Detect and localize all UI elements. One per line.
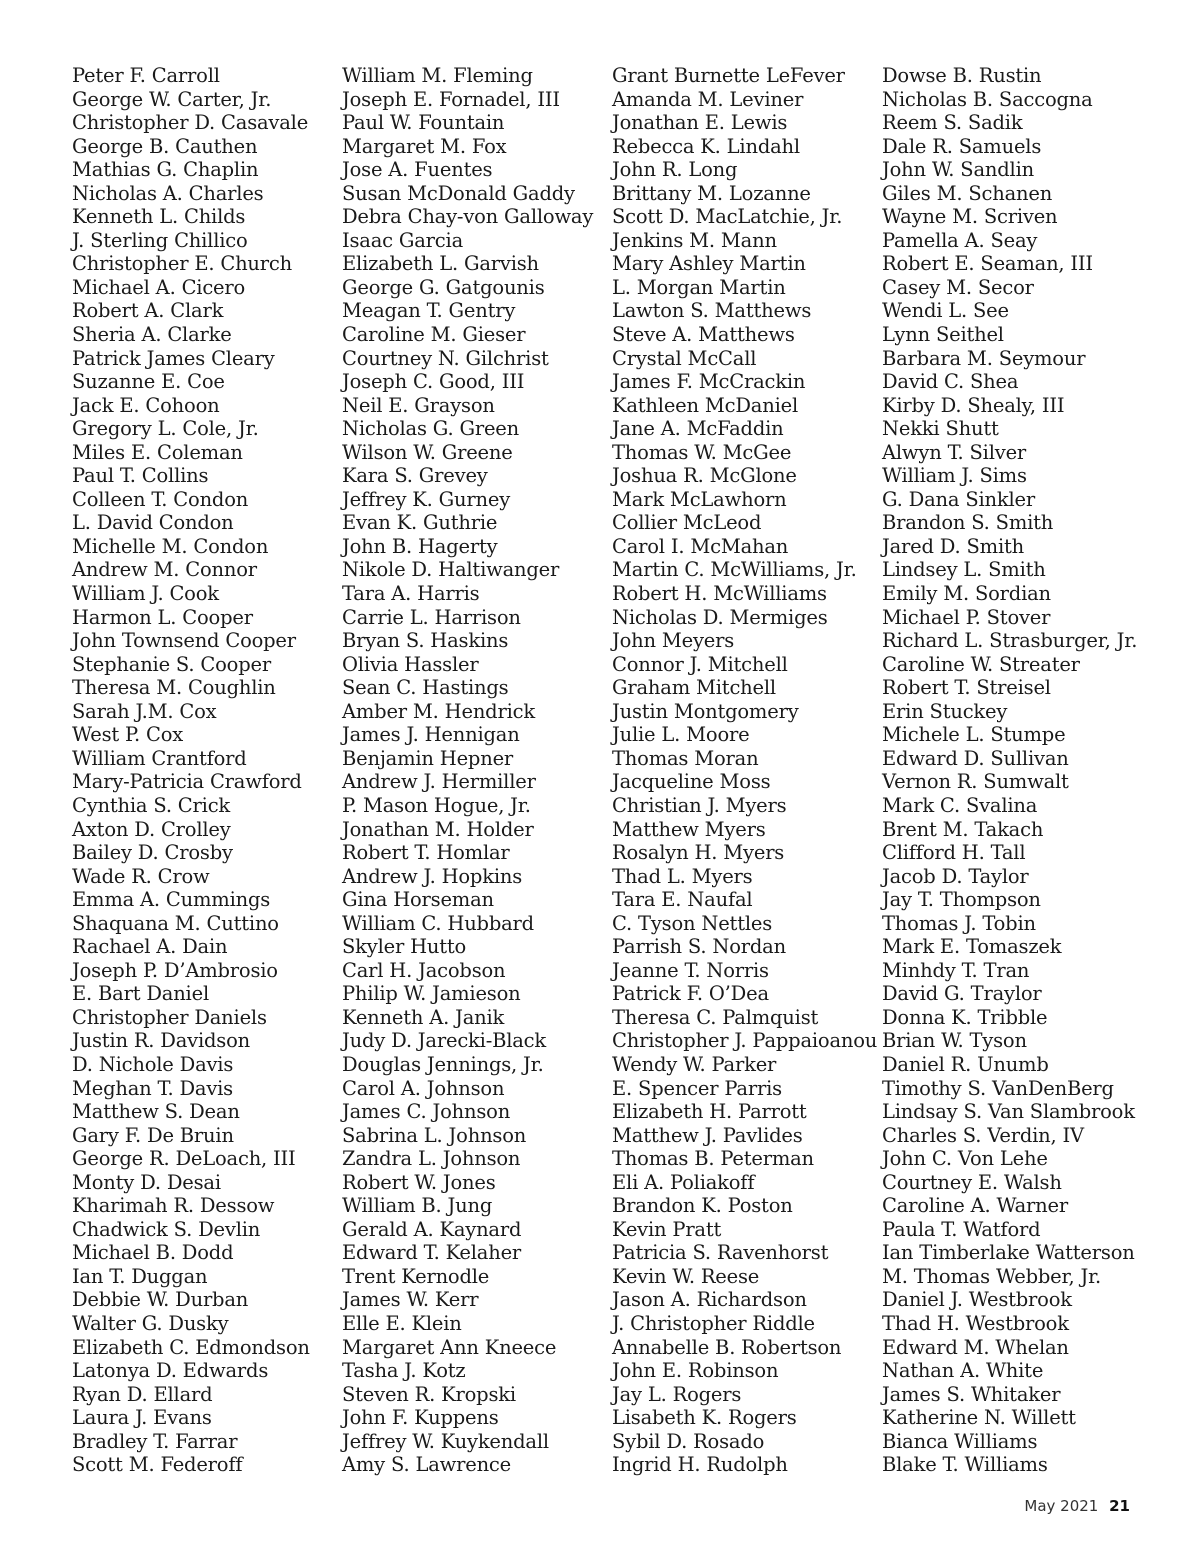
name-entry: Vernon R. Sumwalt [882, 770, 1069, 794]
name-entry: Collier McLeod [612, 511, 762, 535]
name-entry: Nicholas D. Mermiges [612, 605, 828, 629]
name-entry: Graham Mitchell [612, 676, 776, 700]
name-entry: Thomas B. Peterman [612, 1147, 814, 1171]
name-entry: Mathias G. Chaplin [72, 158, 259, 182]
name-entry: James F. McCrackin [612, 370, 806, 394]
name-entry: J. Christopher Riddle [612, 1311, 815, 1335]
name-entry: George W. Carter, Jr. [72, 87, 272, 111]
name-entry: Evan K. Guthrie [342, 511, 498, 535]
name-entry: Suzanne E. Coe [72, 370, 225, 394]
name-entry: Miles E. Coleman [72, 440, 243, 464]
name-entry: Grant Burnette LeFever [612, 64, 845, 87]
name-entry: James W. Kerr [342, 1288, 479, 1312]
name-entry: Jane A. McFaddin [612, 417, 784, 441]
name-entry: Jay T. Thompson [882, 888, 1041, 912]
name-entry: Carrie L. Harrison [342, 605, 521, 629]
name-entry: John Townsend Cooper [72, 629, 296, 653]
name-entry: Julie L. Moore [612, 723, 750, 747]
name-entry: Latonya D. Edwards [72, 1359, 269, 1383]
name-column-2 [342, 64, 593, 1477]
name-entry: Clifford H. Tall [882, 841, 1026, 865]
name-entry: Debra Chay-von Galloway [342, 205, 594, 229]
name-entry: Brandon S. Smith [882, 511, 1054, 535]
name-entry: Lawton S. Matthews [612, 299, 812, 323]
name-entry: Mark C. Svalina [882, 793, 1038, 817]
name-entry: Jeffrey K. Gurney [342, 487, 511, 511]
name-entry: Kevin Pratt [612, 1217, 722, 1241]
name-entry: Scott D. MacLatchie, Jr. [612, 205, 843, 229]
name-entry: David G. Traylor [882, 982, 1042, 1006]
name-entry: Timothy S. VanDenBerg [882, 1076, 1114, 1100]
name-entry: Gerald A. Kaynard [342, 1217, 522, 1241]
name-entry: Gary F. De Bruin [72, 1123, 234, 1147]
name-entry: Emily M. Sordian [882, 582, 1051, 606]
name-entry: James S. Whitaker [882, 1382, 1061, 1406]
name-entry: Sybil D. Rosado [612, 1429, 765, 1453]
name-entry: Michael P. Stover [882, 605, 1051, 629]
name-entry: Erin Stuckey [882, 699, 1008, 723]
name-entry: Kathleen McDaniel [612, 393, 798, 417]
name-entry: William J. Cook [72, 582, 219, 606]
name-entry: Parrish S. Nordan [612, 935, 786, 959]
name-entry: D. Nichole Davis [72, 1052, 234, 1076]
name-entry: Nicholas B. Saccogna [882, 87, 1093, 111]
name-entry: Katherine N. Willett [882, 1406, 1076, 1430]
name-entry: Charles S. Verdin, IV [882, 1123, 1084, 1147]
name-entry: Patricia S. Ravenhorst [612, 1241, 829, 1265]
name-entry: Kharimah R. Dessow [72, 1194, 275, 1218]
name-entry: Rachael A. Dain [72, 935, 228, 959]
name-column-3 [612, 64, 877, 1477]
name-entry: Sean C. Hastings [342, 676, 509, 700]
name-entry: Brandon K. Poston [612, 1194, 793, 1218]
name-entry: Andrew M. Connor [72, 558, 257, 582]
name-entry: Daniel J. Westbrook [882, 1288, 1072, 1312]
name-entry: P. Mason Hogue, Jr. [342, 793, 531, 817]
name-entry: John Meyers [612, 629, 735, 653]
name-entry: Margaret Ann Kneece [342, 1335, 557, 1359]
name-entry: Paul T. Collins [72, 464, 209, 488]
name-entry: Kirby D. Shealy, III [882, 393, 1065, 417]
name-entry: Lindsay S. Van Slambrook [882, 1100, 1135, 1124]
name-entry: Sabrina L. Johnson [342, 1123, 527, 1147]
name-entry: John F. Kuppens [342, 1406, 499, 1430]
name-entry: Edward T. Kelaher [342, 1241, 522, 1265]
name-entry: Courtney E. Walsh [882, 1170, 1062, 1194]
name-entry: Kenneth A. Janik [342, 1005, 505, 1029]
name-entry: Elizabeth L. Garvish [342, 252, 539, 276]
name-entry: Wendi L. See [882, 299, 1009, 323]
name-entry: Thad L. Myers [612, 864, 753, 888]
name-entry: Caroline A. Warner [882, 1194, 1068, 1218]
name-entry: Alwyn T. Silver [882, 440, 1027, 464]
name-entry: Martin C. McWilliams, Jr. [612, 558, 857, 582]
name-entry: Mark E. Tomaszek [882, 935, 1062, 959]
name-entry: Jacob D. Taylor [882, 864, 1029, 888]
name-entry: Donna K. Tribble [882, 1005, 1048, 1029]
name-entry: Pamella A. Seay [882, 228, 1038, 252]
name-entry: Caroline W. Streater [882, 652, 1080, 676]
name-entry: Rebecca K. Lindahl [612, 134, 800, 158]
name-entry: Nicholas A. Charles [72, 181, 264, 205]
name-entry: William B. Jung [342, 1194, 493, 1218]
name-entry: Amy S. Lawrence [342, 1453, 511, 1477]
name-entry: Shaquana M. Cuttino [72, 911, 279, 935]
name-entry: Meagan T. Gentry [342, 299, 516, 323]
name-entry: George R. DeLoach, III [72, 1147, 296, 1171]
name-entry: Michele L. Stumpe [882, 723, 1066, 747]
name-entry: David C. Shea [882, 370, 1019, 394]
name-entry: Dale R. Samuels [882, 134, 1042, 158]
name-entry: Walter G. Dusky [72, 1311, 229, 1335]
name-entry: L. David Condon [72, 511, 234, 535]
name-entry: Thad H. Westbrook [882, 1311, 1069, 1335]
name-entry: Amanda M. Leviner [612, 87, 804, 111]
name-entry: Matthew Myers [612, 817, 766, 841]
name-entry: J. Sterling Chillico [72, 228, 248, 252]
name-entry: Scott M. Federoff [72, 1453, 243, 1477]
name-entry: Susan McDonald Gaddy [342, 181, 575, 205]
name-entry: Carol I. McMahan [612, 534, 789, 558]
name-entry: Monty D. Desai [72, 1170, 221, 1194]
page-number: 21 [1109, 1497, 1130, 1515]
name-entry: Thomas J. Tobin [882, 911, 1036, 935]
name-entry: Debbie W. Durban [72, 1288, 249, 1312]
name-entry: Nikole D. Haltiwanger [342, 558, 560, 582]
name-entry: Christopher J. Pappaioanou [612, 1029, 878, 1053]
name-entry: Christopher E. Church [72, 252, 292, 276]
name-entry: Carol A. Johnson [342, 1076, 505, 1100]
name-entry: Dowse B. Rustin [882, 64, 1042, 87]
name-entry: Eli A. Poliakoff [612, 1170, 755, 1194]
name-entry: Lisabeth K. Rogers [612, 1406, 797, 1430]
name-entry: Barbara M. Seymour [882, 346, 1086, 370]
name-entry: C. Tyson Nettles [612, 911, 773, 935]
name-entry: Theresa C. Palmquist [612, 1005, 819, 1029]
name-entry: Sarah J.M. Cox [72, 699, 217, 723]
name-entry: Robert H. McWilliams [612, 582, 827, 606]
name-entry: Mary Ashley Martin [612, 252, 806, 276]
name-entry: Jeffrey W. Kuykendall [342, 1429, 549, 1453]
name-entry: Trent Kernodle [342, 1264, 490, 1288]
name-entry: West P. Cox [72, 723, 184, 747]
name-entry: E. Bart Daniel [72, 982, 209, 1006]
name-entry: Theresa M. Coughlin [72, 676, 276, 700]
name-entry: Ingrid H. Rudolph [612, 1453, 788, 1477]
name-entry: Robert E. Seaman, III [882, 252, 1093, 276]
name-entry: Robert T. Streisel [882, 676, 1051, 700]
name-entry: Andrew J. Hermiller [342, 770, 536, 794]
name-entry: Wilson W. Greene [342, 440, 513, 464]
name-entry: Paula T. Watford [882, 1217, 1041, 1241]
name-entry: Michael A. Cicero [72, 275, 246, 299]
name-entry: Joshua R. McGlone [612, 464, 797, 488]
name-entry: Tara A. Harris [342, 582, 480, 606]
name-entry: Bianca Williams [882, 1429, 1038, 1453]
name-entry: Axton D. Crolley [72, 817, 231, 841]
name-entry: Tara E. Naufal [612, 888, 753, 912]
name-entry: Justin Montgomery [612, 699, 799, 723]
name-entry: William C. Hubbard [342, 911, 534, 935]
name-entry: Mary-Patricia Crawford [72, 770, 302, 794]
name-entry: Benjamin Hepner [342, 746, 514, 770]
name-entry: Chadwick S. Devlin [72, 1217, 261, 1241]
name-entry: Daniel R. Unumb [882, 1052, 1049, 1076]
name-entry: Jay L. Rogers [612, 1382, 742, 1406]
name-entry: Nicholas G. Green [342, 417, 520, 441]
name-entry: Robert A. Clark [72, 299, 224, 323]
name-entry: Thomas Moran [612, 746, 759, 770]
name-entry: Jonathan M. Holder [342, 817, 534, 841]
name-entry: Wayne M. Scriven [882, 205, 1058, 229]
name-entry: Stephanie S. Cooper [72, 652, 271, 676]
name-entry: Joseph E. Fornadel, III [342, 87, 560, 111]
name-entry: Joseph C. Good, III [342, 370, 525, 394]
name-entry: Robert W. Jones [342, 1170, 496, 1194]
name-entry: Richard L. Strasburger, Jr. [882, 629, 1138, 653]
name-entry: Amber M. Hendrick [342, 699, 535, 723]
name-entry: Matthew S. Dean [72, 1100, 240, 1124]
name-entry: John C. Von Lehe [882, 1147, 1048, 1171]
name-entry: Kevin W. Reese [612, 1264, 760, 1288]
name-entry: Ryan D. Ellard [72, 1382, 213, 1406]
name-entry: L. Morgan Martin [612, 275, 786, 299]
name-entry: E. Spencer Parris [612, 1076, 782, 1100]
name-entry: Casey M. Secor [882, 275, 1034, 299]
name-entry: Cynthia S. Crick [72, 793, 231, 817]
name-entry: John R. Long [612, 158, 738, 182]
name-column-1 [72, 64, 310, 1477]
name-entry: Edward M. Whelan [882, 1335, 1069, 1359]
name-entry: Minhdy T. Tran [882, 958, 1030, 982]
name-entry: William M. Fleming [342, 64, 533, 87]
name-entry: Steve A. Matthews [612, 323, 795, 347]
name-entry: Neil E. Grayson [342, 393, 495, 417]
name-entry: Edward D. Sullivan [882, 746, 1069, 770]
page-footer [1024, 1497, 1130, 1515]
name-entry: Jonathan E. Lewis [612, 111, 788, 135]
name-entry: Judy D. Jarecki-Black [342, 1029, 547, 1053]
name-entry: Giles M. Schanen [882, 181, 1053, 205]
name-entry: Elizabeth C. Edmondson [72, 1335, 310, 1359]
name-entry: Michelle M. Condon [72, 534, 269, 558]
name-entry: Jacqueline Moss [612, 770, 771, 794]
name-entry: Robert T. Homlar [342, 841, 510, 865]
name-entry: Bailey D. Crosby [72, 841, 233, 865]
name-entry: Zandra L. Johnson [342, 1147, 521, 1171]
name-entry: Lynn Seithel [882, 323, 1004, 347]
name-entry: Nathan A. White [882, 1359, 1044, 1383]
name-entry: Steven R. Kropski [342, 1382, 516, 1406]
name-entry: Colleen T. Condon [72, 487, 249, 511]
name-entry: Olivia Hassler [342, 652, 479, 676]
name-entry: Wade R. Crow [72, 864, 210, 888]
name-entry: Christopher Daniels [72, 1005, 267, 1029]
name-entry: Jeanne T. Norris [612, 958, 769, 982]
name-entry: Elizabeth H. Parrott [612, 1100, 807, 1124]
name-entry: Rosalyn H. Myers [612, 841, 785, 865]
name-entry: Andrew J. Hopkins [342, 864, 523, 888]
name-entry: Mark McLawhorn [612, 487, 787, 511]
name-entry: Reem S. Sadik [882, 111, 1023, 135]
name-entry: Elle E. Klein [342, 1311, 462, 1335]
name-entry: Nekki Shutt [882, 417, 999, 441]
name-entry: John W. Sandlin [882, 158, 1034, 182]
name-entry: Jared D. Smith [882, 534, 1025, 558]
name-entry: John E. Robinson [612, 1359, 779, 1383]
name-entry: Joseph P. D’Ambrosio [72, 958, 278, 982]
name-entry: Bradley T. Farrar [72, 1429, 238, 1453]
name-entry: Wendy W. Parker [612, 1052, 777, 1076]
name-entry: Connor J. Mitchell [612, 652, 788, 676]
name-entry: Christopher D. Casavale [72, 111, 309, 135]
name-entry: Jack E. Cohoon [72, 393, 220, 417]
issue-date: May 2021 [1024, 1497, 1099, 1515]
name-entry: Jose A. Fuentes [342, 158, 493, 182]
name-entry: Courtney N. Gilchrist [342, 346, 549, 370]
name-entry: Annabelle B. Robertson [612, 1335, 842, 1359]
name-entry: Patrick James Cleary [72, 346, 275, 370]
name-entry: George B. Cauthen [72, 134, 258, 158]
name-entry: Gregory L. Cole, Jr. [72, 417, 259, 441]
name-entry: Michael B. Dodd [72, 1241, 234, 1265]
name-entry: M. Thomas Webber, Jr. [882, 1264, 1102, 1288]
name-entry: Isaac Garcia [342, 228, 463, 252]
name-entry: Thomas W. McGee [612, 440, 792, 464]
name-entry: Bryan S. Haskins [342, 629, 509, 653]
name-entry: Kenneth L. Childs [72, 205, 246, 229]
name-entry: William J. Sims [882, 464, 1027, 488]
name-entry: James C. Johnson [342, 1100, 511, 1124]
name-entry: Justin R. Davidson [72, 1029, 250, 1053]
name-entry: Paul W. Fountain [342, 111, 505, 135]
name-entry: Patrick F. O’Dea [612, 982, 769, 1006]
name-entry: Philip W. Jamieson [342, 982, 521, 1006]
name-entry: Ian T. Duggan [72, 1264, 208, 1288]
name-entry: Skyler Hutto [342, 935, 467, 959]
name-entry: Gina Horseman [342, 888, 494, 912]
name-entry: Laura J. Evans [72, 1406, 212, 1430]
name-entry: Meghan T. Davis [72, 1076, 233, 1100]
name-entry: Jenkins M. Mann [612, 228, 777, 252]
name-entry: Brittany M. Lozanne [612, 181, 811, 205]
name-entry: Brian W. Tyson [882, 1029, 1027, 1053]
name-entry: Jason A. Richardson [612, 1288, 807, 1312]
name-column-4 [882, 64, 1137, 1477]
name-entry: Margaret M. Fox [342, 134, 507, 158]
name-entry: Christian J. Myers [612, 793, 787, 817]
name-entry: Tasha J. Kotz [342, 1359, 466, 1383]
name-entry: Brent M. Takach [882, 817, 1044, 841]
name-entry: Harmon L. Cooper [72, 605, 253, 629]
name-entry: Douglas Jennings, Jr. [342, 1052, 544, 1076]
name-entry: Lindsey L. Smith [882, 558, 1046, 582]
name-entry: William Crantford [72, 746, 247, 770]
name-entry: James J. Hennigan [342, 723, 520, 747]
name-entry: Sheria A. Clarke [72, 323, 232, 347]
name-entry: Emma A. Cummings [72, 888, 271, 912]
name-entry: Kara S. Grevey [342, 464, 488, 488]
name-entry: George G. Gatgounis [342, 275, 545, 299]
name-entry: John B. Hagerty [342, 534, 498, 558]
name-entry: Matthew J. Pavlides [612, 1123, 803, 1147]
name-entry: G. Dana Sinkler [882, 487, 1035, 511]
name-entry: Carl H. Jacobson [342, 958, 506, 982]
name-entry: Caroline M. Gieser [342, 323, 526, 347]
name-entry: Crystal McCall [612, 346, 757, 370]
name-entry: Blake T. Williams [882, 1453, 1048, 1477]
name-entry: Ian Timberlake Watterson [882, 1241, 1135, 1265]
name-entry: Peter F. Carroll [72, 64, 220, 87]
